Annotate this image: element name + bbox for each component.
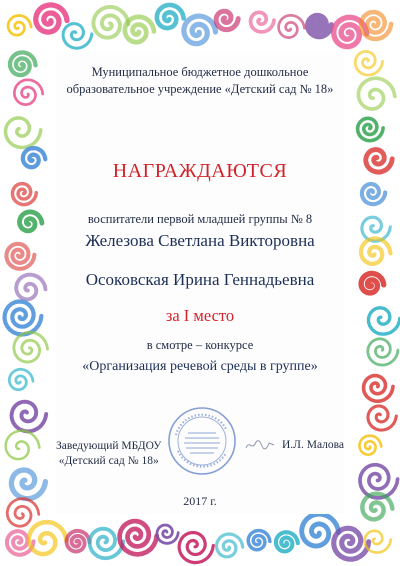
signatory-position-line-2: «Детский сад № 18» (58, 455, 159, 467)
decorative-swirl (63, 24, 92, 49)
decorative-swirl (125, 17, 154, 42)
decorative-swirl (157, 525, 178, 543)
decorative-swirl (360, 436, 382, 455)
decorative-swirl (13, 184, 37, 205)
decorative-swirl (157, 5, 184, 28)
decorative-swirl (36, 5, 67, 32)
decorative-swirl (361, 12, 391, 39)
decorative-swirl (251, 12, 275, 32)
decorative-swirl (364, 376, 393, 402)
decorative-swirl (334, 528, 369, 559)
decorative-swirl (6, 118, 41, 148)
decorative-swirl (29, 522, 67, 554)
decorative-swirl (12, 402, 47, 432)
organization-name (0, 64, 400, 98)
certificate-year: 2017 г. (183, 494, 217, 508)
award-title: НАГРАЖДАЮТСЯ (112, 160, 288, 182)
handwritten-signature (245, 438, 275, 452)
decorative-swirl (120, 521, 157, 554)
signatory-name: И.Л. Малова (282, 439, 345, 451)
decorative-swirl (67, 531, 90, 552)
contest-topic: «Организация речевой среды в группе» (82, 359, 318, 374)
recipient-name: Осоковская Ирина Геннадьевна (85, 270, 315, 289)
decorative-swirl (179, 533, 213, 563)
decorative-swirl (308, 15, 332, 36)
award-place: за I место (165, 306, 235, 325)
signatory-position (56, 439, 161, 469)
official-stamp-seal (166, 405, 238, 477)
decorative-swirl (279, 15, 305, 37)
decorative-swirl (248, 531, 270, 550)
decorative-swirl (8, 16, 31, 36)
decorative-swirl (276, 532, 298, 551)
organization-line-1: Муниципальное бюджетное дошкольное (91, 65, 309, 79)
decorative-swirl (358, 118, 384, 140)
organization-line-2: образовательное учреждение «Детский сад № 18» (66, 82, 334, 96)
signatory-position-line-1: Заведующий МБДОУ (56, 440, 162, 452)
decorative-swirl (362, 184, 385, 204)
decorative-swirl (217, 534, 243, 557)
recipient-name: Железова Светлана Викторовна (85, 231, 315, 250)
recipients-group: воспитатели первой младшей группы № 8 (87, 212, 313, 226)
decorative-swirl (216, 11, 238, 29)
decorative-swirl (6, 431, 40, 459)
contest-label: в смотре – конкурсе (146, 338, 254, 352)
decorative-swirl (368, 406, 396, 430)
decorative-swirl (184, 16, 216, 43)
